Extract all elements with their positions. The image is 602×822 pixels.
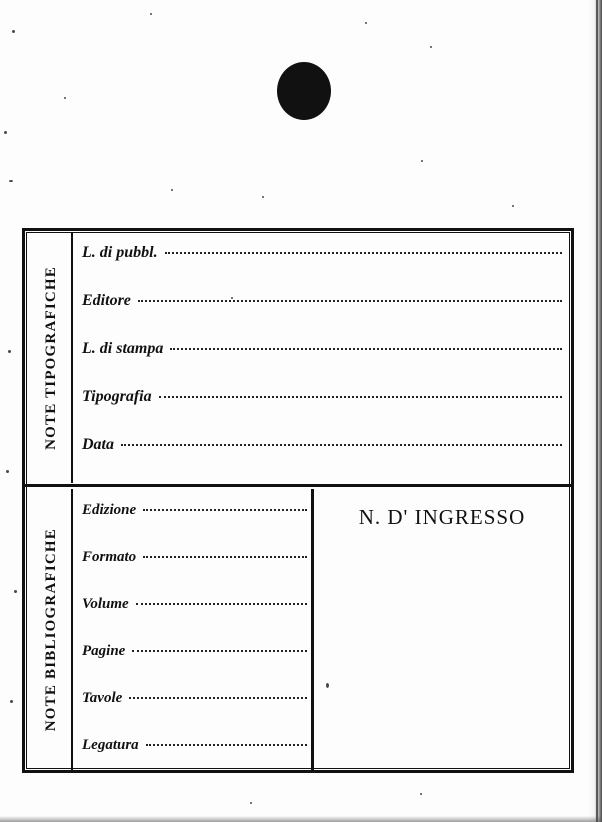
field-row[interactable]: [82, 340, 562, 388]
rail-label-note-tipografiche: NOTE TIPOGRAFICHE: [42, 266, 59, 450]
field-row[interactable]: [82, 643, 307, 690]
field-label-pagine: Pagine: [82, 643, 126, 659]
ingresso-title: N. D' INGRESSO: [358, 505, 526, 529]
rail-label-wrap: [29, 233, 73, 483]
field-dotted-line[interactable]: [132, 649, 307, 652]
field-label-l-di-pubbl: L. di pubbl.: [82, 244, 158, 261]
field-row[interactable]: [82, 388, 562, 436]
field-dotted-line[interactable]: [159, 395, 562, 398]
field-row[interactable]: [82, 549, 307, 596]
field-dotted-line[interactable]: [165, 251, 562, 254]
field-dotted-line[interactable]: [143, 508, 307, 511]
dust-speck: [421, 160, 423, 162]
rail-label-note-bibliografiche: NOTE BIBLIOGRAFICHE: [42, 527, 59, 732]
dust-speck: [365, 22, 367, 24]
rail-note-tipografiche: [29, 233, 73, 483]
dust-speck: [150, 13, 152, 15]
dust-speck: [430, 46, 432, 48]
scan-edge-line: [596, 0, 598, 822]
field-label-legatura: Legatura: [82, 737, 139, 753]
dust-speck: [8, 350, 11, 353]
field-label-data: Data: [82, 436, 114, 453]
field-row[interactable]: [82, 244, 562, 292]
scan-edge-shadow: [588, 0, 602, 822]
rail-label-wrap: [29, 489, 73, 770]
punch-hole-icon: [277, 62, 331, 120]
dust-speck: [12, 30, 15, 33]
field-row[interactable]: [82, 737, 307, 784]
fields-note-tipografiche: [82, 244, 562, 484]
dust-speck: [10, 700, 13, 703]
field-dotted-line[interactable]: [138, 299, 562, 302]
dust-speck: [6, 470, 9, 473]
field-row[interactable]: [82, 690, 307, 737]
field-row[interactable]: [82, 596, 307, 643]
dust-speck: [14, 590, 17, 593]
dust-speck: [262, 196, 264, 198]
field-row[interactable]: [82, 292, 562, 340]
dust-speck: [9, 180, 13, 182]
field-label-formato: Formato: [82, 549, 137, 565]
ingresso-box[interactable]: [316, 489, 568, 770]
field-row[interactable]: [82, 436, 562, 484]
dust-speck: [4, 131, 7, 134]
dust-speck: [250, 802, 252, 804]
dust-speck: [512, 205, 514, 207]
field-label-l-di-stampa: L. di stampa: [82, 340, 164, 357]
field-dotted-line[interactable]: [170, 347, 562, 350]
dust-speck: [171, 189, 173, 191]
field-label-volume: Volume: [82, 596, 129, 612]
field-dotted-line[interactable]: [136, 602, 307, 605]
fields-note-bibliografiche: [82, 502, 307, 784]
rail-note-bibliografiche: [29, 489, 73, 770]
field-row[interactable]: [82, 502, 307, 549]
field-label-edizione: Edizione: [82, 502, 137, 518]
field-dotted-line[interactable]: [121, 443, 562, 446]
field-label-editore: Editore: [82, 292, 131, 309]
field-label-tipografia: Tipografia: [82, 388, 152, 405]
field-dotted-line[interactable]: [143, 555, 307, 558]
ingresso-divider: [311, 489, 314, 770]
field-dotted-line[interactable]: [129, 696, 307, 699]
dust-speck: [64, 97, 66, 99]
dust-speck: [420, 793, 422, 795]
field-label-tavole: Tavole: [82, 690, 123, 706]
section-divider: [22, 484, 574, 487]
field-dotted-line[interactable]: [146, 743, 307, 746]
scan-bottom-shadow: [0, 816, 602, 822]
